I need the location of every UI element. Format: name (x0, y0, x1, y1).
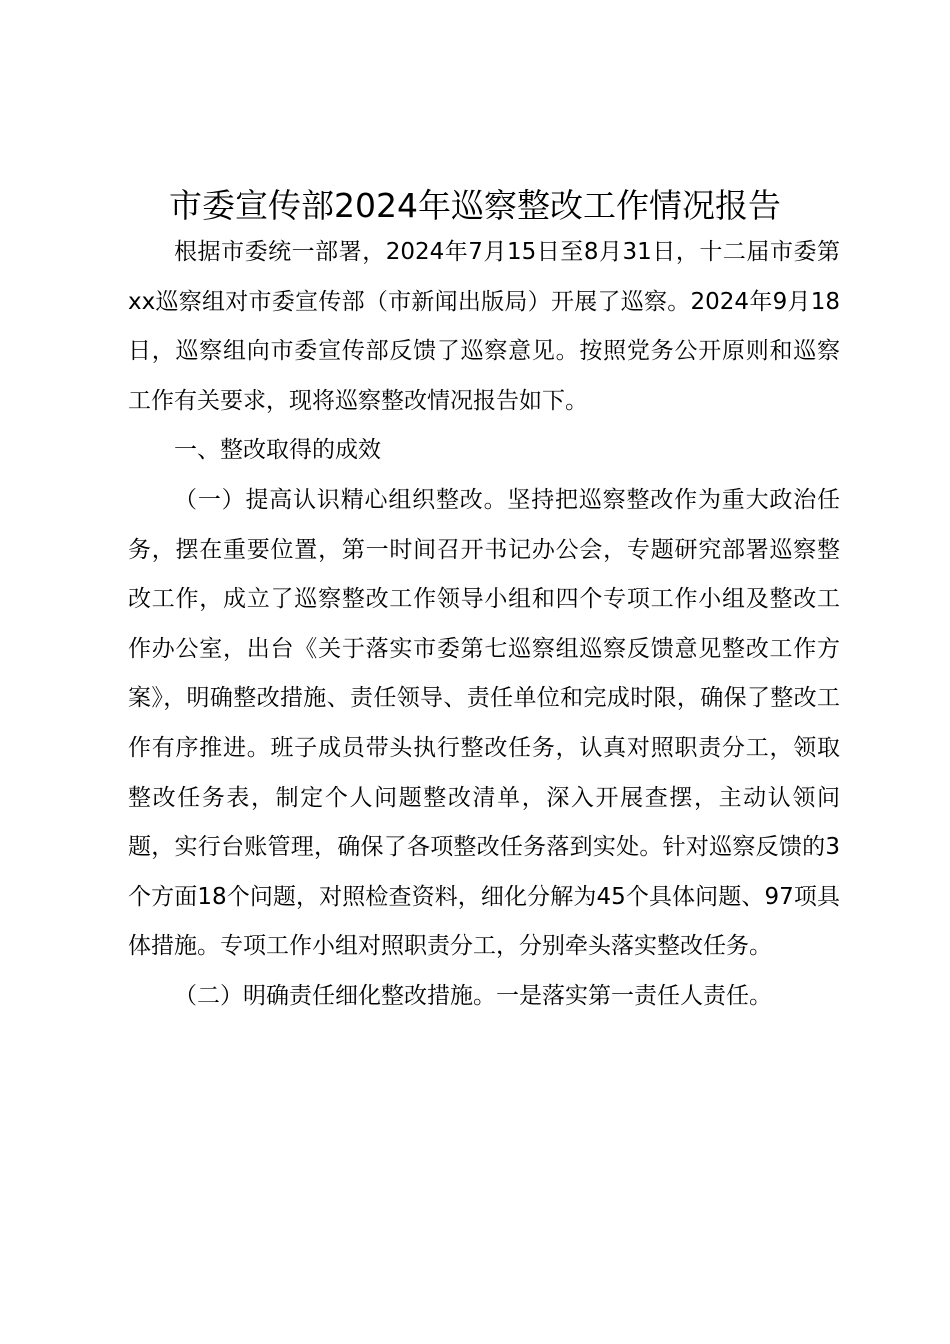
subsection-heading-1: （一）提高认识精心组织整改。 (174, 486, 508, 513)
document-title: 市委宣传部2024年巡察整改工作情况报告 (169, 186, 781, 225)
subsection-paragraph-2 (128, 972, 840, 1022)
document-body (128, 228, 840, 1022)
subsection-paragraph-1 (128, 476, 840, 972)
subsection-text-1: 坚持把巡察整改作为重大政治任务，摆在重要位置，第一时间召开书记办公会，专题研究部署巡察整改工作，成立了巡察整改工作领导小组和四个专项工作小组及整改工作办公室，出台《关于落实市委第七巡察组巡察反馈意见整改工作方案》，明确整改措施、责任领导、责任单位和完成时限，确保了整改工作有序推进。班子成员带头执行整改任务，认真对照职责分工，领取整改任务表，制定个人问题整改清单，深入开展查摆，主动认领问题，实行台账管理，确保了各项整改任务落到实处。针对巡察反馈的3个方面18个问题，对照检查资料，细化分解为45个具体问题、97项具体措施。专项工作小组对照职责分工，分别牵头落实整改任务。 (128, 486, 841, 960)
subsection-heading-2: （二）明确责任细化整改措施。 (174, 982, 496, 1009)
intro-paragraph: 根据市委统一部署，2024年7月15日至8月31日，十二届市委第xx巡察组对市委宣传部（市新闻出版局）开展了巡察。2024年9月18日，巡察组向市委宣传部反馈了巡察意见。按照党务公开原则和巡察工作有关要求，现将巡察整改情况报告如下。 (128, 239, 840, 414)
subsection-text-2: 一是落实第一责任人责任。 (496, 982, 772, 1009)
section-heading: 一、整改取得的成效 (174, 437, 381, 464)
